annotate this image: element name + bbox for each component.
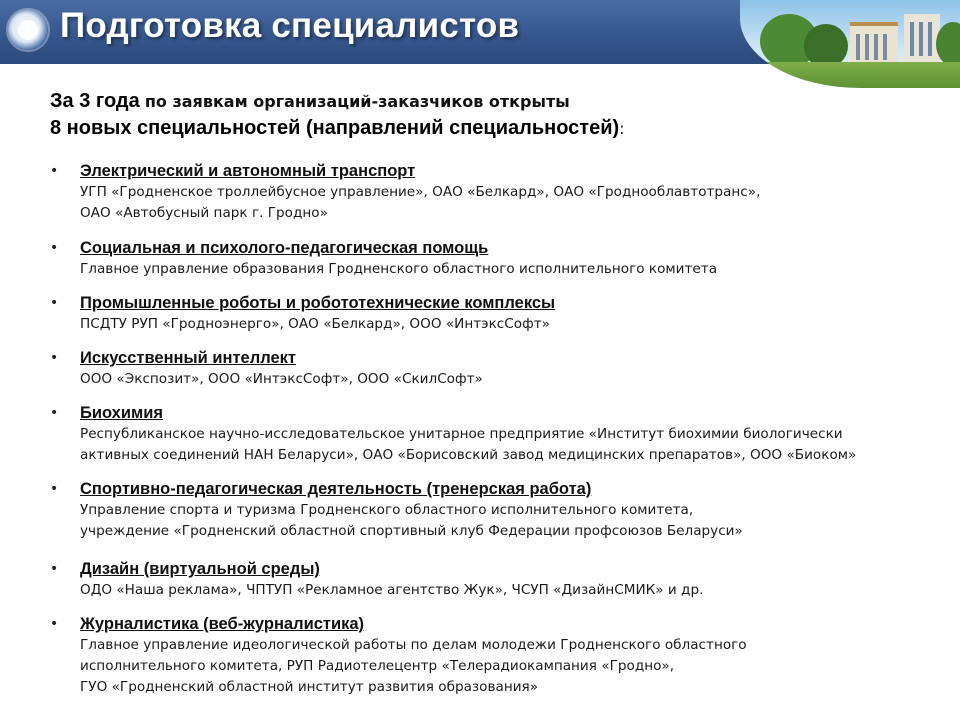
- organization-line: ПСДТУ РУП «Гродноэнерго», ОАО «Белкард», ООО «ИнтэксСофт»: [80, 316, 550, 332]
- intro-description: по заявкам организаций-заказчиков открыты: [144, 92, 570, 111]
- intro-colon: :: [619, 119, 625, 138]
- organization-line: учреждение «Гродненский областной спортивный клуб Федерации профсоюзов Беларуси»: [80, 523, 743, 539]
- bullet-icon: •: [50, 163, 59, 179]
- organization-line: активных соединений НАН Беларуси», ОАО «Борисовский завод медицинских препаратов», ООО «Биоком»: [80, 447, 857, 463]
- organization-line: Управление спорта и туризма Гродненского областного исполнительного комитета,: [80, 502, 694, 518]
- list-item: [50, 160, 955, 237]
- organization-line: ОДО «Наша реклама», ЧПТУП «Рекламное агентство Жук», ЧСУП «ДизайнСМИК» и др.: [80, 582, 704, 598]
- intro-text: [50, 88, 910, 142]
- intro-count: 8 новых специальностей (направлений специальностей): [50, 117, 620, 139]
- bullet-icon: •: [50, 561, 59, 577]
- bullet-icon: •: [50, 616, 59, 632]
- specialty-organizations: [80, 182, 955, 224]
- list-item: [50, 237, 955, 292]
- organization-line: ОАО «Автобусный парк г. Гродно»: [80, 205, 328, 221]
- organization-line: Главное управление образования Гродненского областного исполнительного комитета: [80, 261, 718, 277]
- organization-line: Главное управление идеологической работы по делам молодежи Гродненского областного: [80, 637, 747, 653]
- specialty-title: Биохимия: [80, 404, 163, 422]
- specialty-title: Спортивно-педагогическая деятельность (тренерская работа): [80, 480, 592, 498]
- organization-line: Республиканское научно-исследовательское унитарное предприятие «Институт биохимии биологически: [80, 426, 843, 442]
- specialty-title: Электрический и автономный транспорт: [80, 162, 416, 180]
- campus-building: [904, 14, 940, 64]
- list-item: [50, 292, 955, 347]
- list-item: [50, 558, 955, 613]
- bullet-icon: •: [50, 350, 59, 366]
- list-item: [50, 402, 955, 478]
- page-title: Подготовка специалистов: [60, 6, 520, 45]
- specialty-organizations: [80, 580, 955, 601]
- specialty-title: Дизайн (виртуальной среды): [80, 560, 320, 578]
- bullet-icon: •: [50, 240, 59, 256]
- bullet-icon: •: [50, 295, 59, 311]
- specialty-organizations: [80, 369, 955, 390]
- specialty-organizations: [80, 424, 955, 466]
- campus-photo: [740, 0, 960, 88]
- logo-circle-icon: [8, 10, 48, 50]
- organization-line: исполнительного комитета, РУП Радиотелецентр «Телерадиокампания «Гродно»,: [80, 658, 675, 674]
- intro-period: За 3 года: [50, 90, 140, 112]
- bullet-icon: •: [50, 405, 59, 421]
- specialty-title: Искусственный интеллект: [80, 349, 296, 367]
- campus-lawn: [740, 62, 960, 88]
- specialty-organizations: [80, 635, 955, 698]
- specialty-title: Социальная и психолого-педагогическая помощь: [80, 239, 489, 257]
- list-item: [50, 613, 955, 703]
- specialty-organizations: [80, 500, 955, 542]
- list-item: [50, 347, 955, 402]
- organization-line: ООО «Экспозит», ООО «ИнтэксСофт», ООО «СкилСофт»: [80, 371, 483, 387]
- specialty-organizations: [80, 259, 955, 280]
- intro-line-1: [50, 88, 910, 115]
- specialty-organizations: [80, 314, 955, 335]
- specialty-title: Журналистика (веб-журналистика): [80, 615, 365, 633]
- intro-line-2: [50, 115, 910, 142]
- list-item: [50, 478, 955, 558]
- specialty-title: Промышленные роботы и робототехнические комплексы: [80, 294, 556, 312]
- specialties-list: [50, 160, 955, 703]
- organization-line: УГП «Гродненское троллейбусное управление», ОАО «Белкард», ОАО «Гроднооблавтотранс»,: [80, 184, 761, 200]
- organization-line: ГУО «Гродненский областной институт развития образования»: [80, 679, 539, 695]
- bullet-icon: •: [50, 481, 59, 497]
